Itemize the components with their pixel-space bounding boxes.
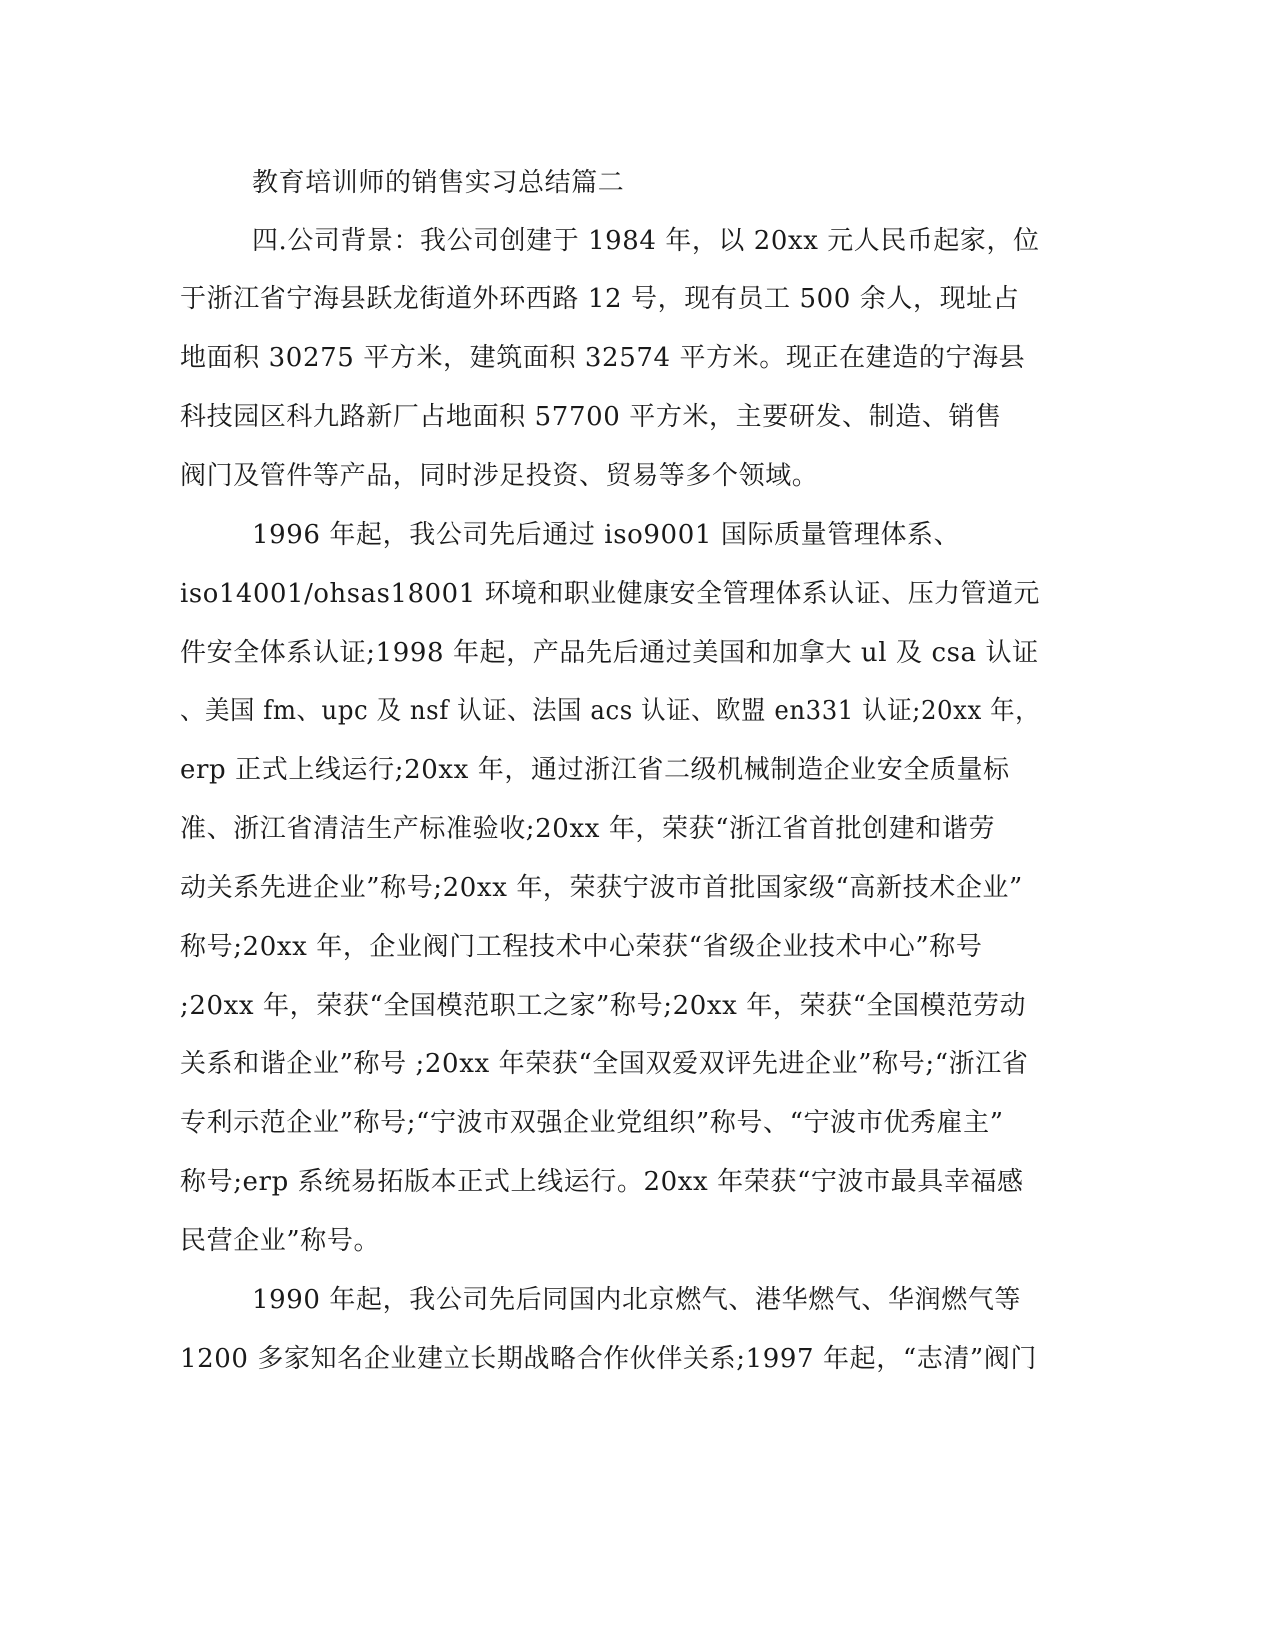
- paragraph-1-line-5: 阀门及管件等产品，同时涉足投资、贸易等多个领域。: [180, 461, 819, 491]
- paragraph-2-line-1: 1996 年起，我公司先后通过 iso9001 国际质量管理体系、: [252, 520, 961, 550]
- paragraph-2-line-4: 、美国 fm、upc 及 nsf 认证、法国 acs 认证、欧盟 en331 认证;20xx 年，: [180, 696, 1041, 726]
- paragraph-1-line-2: 于浙江省宁海县跃龙街道外环西路 12 号，现有员工 500 余人，现址占: [180, 284, 1020, 314]
- paragraph-1-line-1: 四.公司背景：我公司创建于 1984 年，以 20xx 元人民币起家，位: [252, 226, 1040, 256]
- document-title: 教育培训师的销售实习总结篇二: [252, 168, 625, 198]
- paragraph-2-line-13: 民营企业”称号。: [180, 1226, 381, 1256]
- paragraph-3-line-1: 1990 年起，我公司先后同国内北京燃气、港华燃气、华润燃气等: [252, 1285, 1022, 1315]
- paragraph-2-line-8: 称号;20xx 年，企业阀门工程技术中心荣获“省级企业技术中心”称号: [180, 932, 983, 962]
- paragraph-2-line-7: 动关系先进企业”称号;20xx 年，荣获宁波市首批国家级“高新技术企业”: [180, 873, 1023, 903]
- paragraph-1-line-3: 地面积 30275 平方米，建筑面积 32574 平方米。现正在建造的宁海县: [180, 343, 1026, 373]
- paragraph-2-line-9: ;20xx 年，荣获“全国模范职工之家”称号;20xx 年，荣获“全国模范劳动: [180, 991, 1027, 1021]
- paragraph-2-line-5: erp 正式上线运行;20xx 年，通过浙江省二级机械制造企业安全质量标: [180, 755, 1010, 785]
- paragraph-2-line-11: 专利示范企业”称号;“宁波市双强企业党组织”称号、“宁波市优秀雇主”: [180, 1108, 1004, 1138]
- paragraph-2-line-3: 件安全体系认证;1998 年起，产品先后通过美国和加拿大 ul 及 csa 认证: [180, 638, 1039, 668]
- paragraph-3-line-2: 1200 多家知名企业建立长期战略合作伙伴关系;1997 年起，“志清”阀门: [180, 1344, 1038, 1374]
- paragraph-2-line-2: iso14001/ohsas18001 环境和职业健康安全管理体系认证、压力管道元: [180, 579, 1040, 609]
- paragraph-1-line-4: 科技园区科九路新厂占地面积 57700 平方米，主要研发、制造、销售: [180, 402, 1002, 432]
- paragraph-2-line-6: 准、浙江省清洁生产标准验收;20xx 年，荣获“浙江省首批创建和谐劳: [180, 814, 996, 844]
- paragraph-2-line-10: 关系和谐企业”称号 ;20xx 年荣获“全国双爱双评先进企业”称号;“浙江省: [180, 1049, 1029, 1079]
- paragraph-2-line-12: 称号;erp 系统易拓版本正式上线运行。20xx 年荣获“宁波市最具幸福感: [180, 1167, 1024, 1197]
